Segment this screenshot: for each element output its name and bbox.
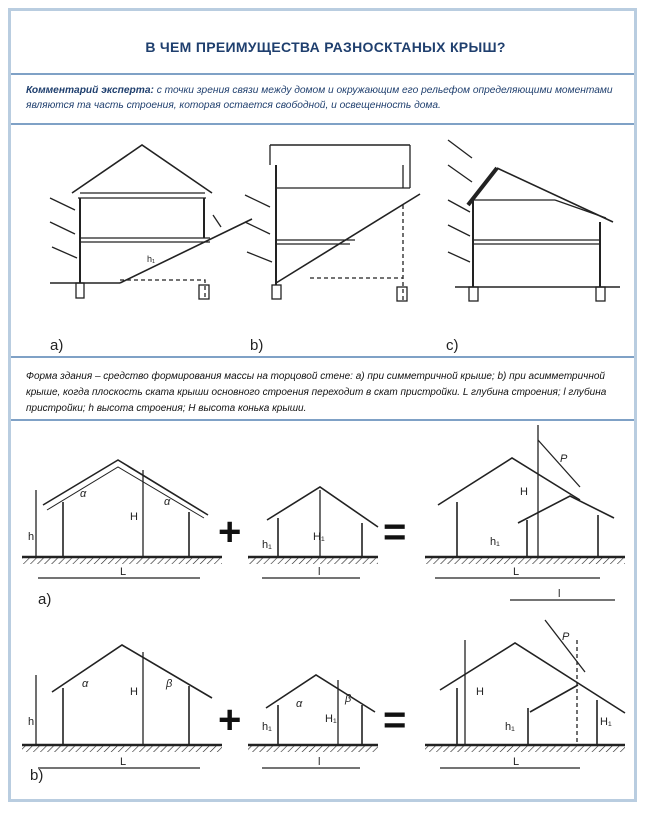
bottom-b-combined-H1: H₁ (600, 716, 612, 728)
bottom-a-combined-H: H (520, 486, 528, 498)
bottom-b-H: H (130, 686, 138, 698)
bottom-a-combined-l: l (558, 588, 561, 600)
bottom-a-combined-L: L (513, 566, 520, 578)
bottom-b-plus: + (218, 698, 242, 742)
bottom-a-alpha-1: α (80, 488, 87, 500)
top-b-label: b) (250, 337, 264, 354)
bottom-b-combined-h1: h₁ (505, 721, 515, 733)
bottom-a-h: h (28, 531, 35, 543)
bottom-a-P: P (560, 453, 568, 465)
bottom-b-beta: β (166, 678, 173, 690)
figure-caption: Форма здания – средство формирования массы на торцовой стене: a) при симметричной крыше; b) при асимметричной крыше, когда плоскость ската крыши основного строения переходит в скат пристройки. L глубина строения; l глубина пристройки; h высота строения; H высота конька крыши. (26, 371, 607, 414)
bottom-b-beta-small: β (345, 693, 352, 705)
bottom-b-h1: h₁ (262, 721, 272, 733)
bottom-row-b-label: b) (30, 767, 44, 784)
bottom-row-a-label: a) (38, 591, 52, 608)
bottom-b-alpha-small: α (296, 698, 303, 710)
top-a-h1-label: h₁ (147, 254, 156, 264)
bottom-b-H1: H₁ (325, 713, 337, 725)
top-figure-b (245, 145, 420, 354)
bottom-row-a (22, 425, 625, 608)
bottom-b-P: P (562, 631, 570, 643)
bottom-a-equals: = (383, 510, 407, 554)
top-figure-a (50, 145, 252, 354)
bottom-b-l: l (318, 756, 321, 768)
bottom-a-plus: + (218, 510, 242, 554)
bottom-a-H: H (130, 511, 138, 523)
bottom-a-combined-h1: h₁ (490, 536, 500, 548)
top-c-label: c) (446, 337, 459, 354)
bottom-a-h1: h₁ (262, 539, 272, 551)
page-title: В ЧЕМ ПРЕИМУЩЕСТВА РАЗНОСКТАНЫХ КРЫШ? (145, 39, 506, 55)
bottom-b-h: h (28, 716, 35, 728)
bottom-b-equals: = (383, 698, 407, 742)
top-a-label: a) (50, 337, 64, 354)
bottom-a-l: l (318, 566, 321, 578)
bottom-a-H1: H₁ (313, 531, 325, 543)
bottom-a-L: L (120, 566, 127, 578)
expert-comment-text: с точки зрения связи между домом и окружающим его рельефом определяющими моментами являются та часть строения, которая остается свободной, и освещенность дома. (26, 85, 613, 111)
bottom-b-combined-H: H (476, 686, 484, 698)
bottom-b-combined-L: L (513, 756, 520, 768)
bottom-b-alpha: α (82, 678, 89, 690)
top-figure-c (446, 140, 620, 354)
bottom-row-b (22, 620, 625, 784)
expert-comment-label: Комментарий эксперта: (26, 85, 154, 96)
bottom-b-L: L (120, 756, 127, 768)
bottom-a-alpha-2: α (164, 496, 171, 508)
